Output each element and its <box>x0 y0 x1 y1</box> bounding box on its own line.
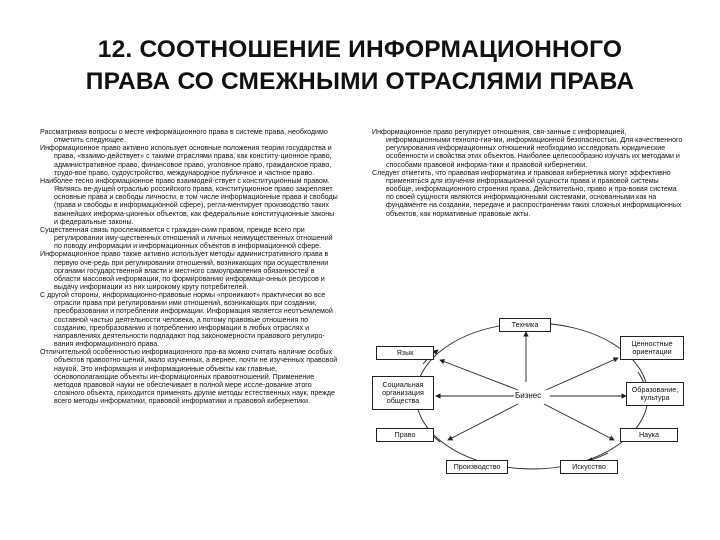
diagram-node-bottom-right: Искусство <box>560 460 618 474</box>
slide-title <box>0 34 720 98</box>
diagram-center-label: Бизнес <box>515 391 542 400</box>
spoke-arrow <box>440 360 518 390</box>
diagram-node-right-bottom: Наука <box>620 428 678 442</box>
paragraph: Существенная связь прослеживается с граждан-ским правом, прежде всего при регулировании иму-щественных отношений и личных неимущественных отношений по поводу информации и информационных объектов в информационной сфере. <box>40 225 333 251</box>
spoke-arrow <box>544 404 614 440</box>
right-text-column <box>372 128 684 218</box>
paragraph: Следует отметить, что правовая информатика и правовая кибернетика могут эффективно применяться для изучения информационной сущности права и правовой системы вообще, информационного строения права. Действительно, право и пра-вовая система по своей сущности являются информационными системами, основанными как на фундаменте на создании, передаче и распространении таких сложных информационных объектов, как нормативные правовые акты. <box>372 168 682 218</box>
spoke-arrow <box>546 358 618 390</box>
paragraph: С другой стороны, информационно-правовые нормы «проникают» практически во все отрасли права при регулировании ими отношений, возникающих при создании, преобразовании и потреблении информации. Информация является неотъемлемой составной частью деятельности человека, а потому правовые отношения по созданию, преобразованию и потреблению информации в любых отраслях и направлениях деятельности подпадают под закономерности правового регулиро-вания информационного права. <box>40 291 333 349</box>
left-text-column <box>40 128 340 405</box>
diagram-node-bottom-left: Производство <box>446 460 508 474</box>
diagram-node-left: Социальная организация общества <box>372 376 434 410</box>
paragraph: Наиболее тесно информационное право взаимодей-ствует с конституционным правом. Являясь ве-дущей отраслью российского права, конституционное право закрепляет основные права и свободы личности, в том числе информационные права и свободы (права и свободы в информационной сфере), регла-ментирует производство таких важнейших информа-ционных объектов, как федеральные конституционные законы и федеральные законы. <box>40 176 338 226</box>
slide-title-line-2: ПРАВА СО СМЕЖНЫМИ ОТРАСЛЯМИ ПРАВА <box>85 68 635 95</box>
diagram-node-left-bottom: Право <box>376 428 434 442</box>
relations-diagram <box>368 312 688 482</box>
paragraph: Информационное право регулирует отношения, свя-занные с информацией, информационными техноло-гия-ми, информационной безопасностью. Для качественного регулирования информационных отношений необходимо исследовать юридические особенности и свойства этих объектов. Наиболее целесообразно изучать их методами и способами правовой информа-тики и правовой кибернетики. <box>372 128 683 169</box>
diagram-node-left-top: Язык <box>376 346 434 360</box>
diagram-node-right-top: Ценностные ориентации <box>620 336 684 360</box>
paragraph: Информационное право активно использует основные положения теории государства и права, «взаимо-действует» с такими отраслями права, как конститу-ционное право, административное право, финансовое право, уголовное право, гражданское право, трудо-вое право, судоустройство, международное публичное и частное право. <box>40 144 332 177</box>
slide-title-line-1: 12. СООТНОШЕНИЕ ИНФОРМАЦИОННОГО <box>97 36 623 63</box>
spoke-arrow <box>448 404 518 440</box>
paragraph: Отличительной особенностью информационного пра-ва можно считать наличие особых объектов правоотно-шений, мало изученных, а вернее, почти не изученных правовой наукой. Это информация и информационные объекты как главные, основополагающие объекты ин-формационных правоотношений. Применение методов правовой науки не обеспечивает в полной мере иссле-дование этого сложного объекта, приходится применять другие методы естественных наук, прежде всего методы информатики, правовой информатики и правовой кибернетики. <box>40 348 338 406</box>
paragraph: Рассматривая вопросы о месте информационного права в системе права, необходимо отметить следующее. <box>40 128 328 145</box>
diagram-node-right: Образование, культура <box>626 382 684 406</box>
diagram-node-top: Техника <box>499 318 551 332</box>
paragraph: Информационное право также активно использует методы административного права в первую оче-редь при регулировании отношений, возникающих при осуществлении органами государственной власти и местного самоуправления обязанностей в области массовой информации, по формированию информаци-онных ресурсов и выдачу информации из них широкому кругу потребителей. <box>40 250 329 291</box>
